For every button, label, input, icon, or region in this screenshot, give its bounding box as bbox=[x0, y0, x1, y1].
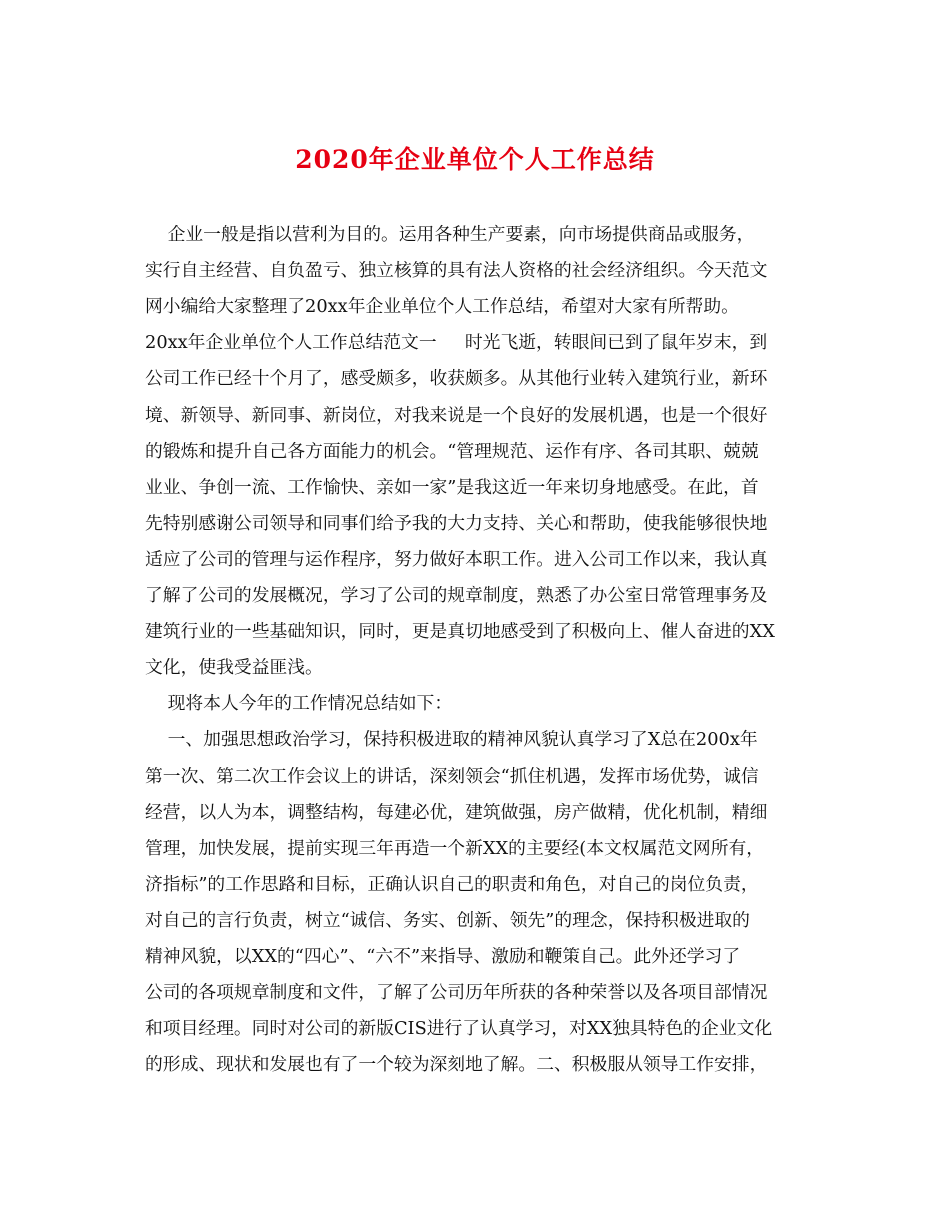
body-text-line: 企业一般是指以营利为目的。运用各种生产要素，向市场提供商品或服务， bbox=[145, 224, 755, 245]
body-text-line: 先特别感谢公司领导和同事们给予我的大力支持、关心和帮助，使我能够很快地 bbox=[145, 512, 768, 534]
body-text-line: 适应了公司的管理与运作程序，努力做好本职工作。进入公司工作以来，我认真 bbox=[145, 548, 768, 570]
body-text-line: 网小编给大家整理了20xx年企业单位个人工作总结，希望对大家有所帮助。 bbox=[145, 296, 739, 318]
body-text-line: 和项目经理。同时对公司的新版CIS进行了认真学习，对XX独具特色的企业文化 bbox=[145, 1018, 773, 1040]
body-text-line: 文化，使我受益匪浅。 bbox=[145, 657, 323, 679]
body-text-line: 建筑行业的一些基础知识，同时，更是真切地感受到了积极向上、催人奋进的XX bbox=[145, 621, 775, 643]
body-text-line: 第一次、第二次工作会议上的讲话，深刻领会“抓住机遇，发挥市场优势，诚信 bbox=[145, 765, 759, 787]
body-text-line: 的锻炼和提升自己各方面能力的机会。“管理规范、运作有序、各司其职、兢兢 bbox=[145, 440, 759, 462]
body-text-line: 了解了公司的发展概况，学习了公司的规章制度，熟悉了办公室日常管理事务及 bbox=[145, 585, 768, 606]
document-title: 2020年企业单位个人工作总结 bbox=[295, 145, 655, 174]
body-text-line: 一、加强思想政治学习，保持积极进取的精神风貌认真学习了X总在200x年 bbox=[145, 729, 758, 751]
body-text-line: 的形成、现状和发展也有了一个较为深刻地了解。二、积极服从领导工作安排， bbox=[145, 1054, 768, 1076]
body-text-line: 境、新领导、新同事、新岗位，对我来说是一个良好的发展机遇，也是一个很好 bbox=[145, 404, 768, 426]
body-text-line: 业业、争创一流、工作愉快、亲如一家”是我这近一年来切身地感受。在此，首 bbox=[145, 476, 759, 498]
body-text-line: 现将本人今年的工作情况总结如下： bbox=[145, 693, 453, 715]
body-text-line: 对自己的言行负责，树立“诚信、务实、创新、领先”的理念，保持积极进取的 bbox=[145, 909, 750, 931]
body-text-line: 精神风貌，以XX的“四心”、“六不”来指导、激励和鞭策自己。此外还学习了 bbox=[145, 946, 741, 967]
body-text-line: 济指标”的工作思路和目标，正确认识自己的职责和角色，对自己的岗位负责， bbox=[145, 873, 759, 895]
body-text-line: 管理，加快发展，提前实现三年再造一个新XX的主要经(本文权属范文网所有， bbox=[145, 837, 765, 859]
body-text-line: 公司的各项规章制度和文件，了解了公司历年所获的各种荣誉以及各项目部情况 bbox=[145, 982, 768, 1004]
body-text-line: 实行自主经营、自负盈亏、独立核算的具有法人资格的社会经济组织。今天范文 bbox=[145, 260, 768, 282]
body-text-line: 经营，以人为本，调整结构，每建必优，建筑做强，房产做精，优化机制，精细 bbox=[145, 801, 768, 823]
body-text-line: 20xx年企业单位个人工作总结范文一 时光飞逝，转眼间已到了鼠年岁末，到 bbox=[145, 332, 768, 354]
body-text-line: 公司工作已经十个月了，感受颇多，收获颇多。从其他行业转入建筑行业，新环 bbox=[145, 368, 768, 390]
